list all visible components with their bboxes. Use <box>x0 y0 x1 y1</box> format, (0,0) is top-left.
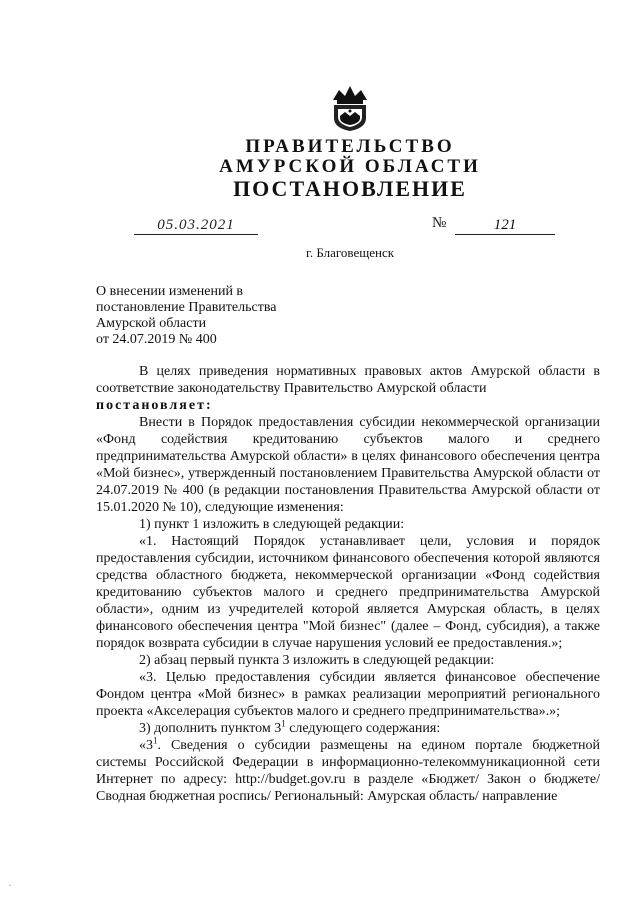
body-paragraph <box>96 737 600 805</box>
body-paragraph: В целях приведения нормативных правовых актов Амурской области в соответствие законодательству Правительство Амурской области <box>96 364 600 396</box>
number-sign: № <box>432 215 447 231</box>
document-number: 121 <box>455 217 555 235</box>
document-body <box>96 363 600 805</box>
text-span: 3) дополнить пунктом 3 <box>139 721 282 736</box>
body-paragraph: Внести в Порядок предоставления субсидии некоммерческой организации «Фонд содействия кредитованию субъектов малого и среднего предпринимательства Амурской области» в целях финансового обеспечения центра «Мой бизнес», утвержденный постановлением Правительства Амурской области от 24.07.2019 № 400 (в редакции постановления Правительства Амурской области от 15.01.2020 № 10), следующие изменения: <box>96 415 600 515</box>
document-date: 05.03.2021 <box>134 217 258 235</box>
corner-mark: · <box>8 878 12 892</box>
document-subject <box>96 284 276 348</box>
text-span: . Сведения о субсидии размещены на едином портале бюджетной системы Российской Федерации в информационно-телекоммуникационной сети Интернет по адресу: http://budget.gov.ru в разделе «Бюджет/ Закон о бюджете/ Сводная бюджетная роспись/ Региональный: Амурская область/ направление <box>96 738 600 804</box>
text-span: следующего содержания: <box>285 721 441 736</box>
subject-line: постановление Правительства <box>96 300 277 315</box>
subject-line: О внесении изменений в <box>96 284 244 299</box>
document-type: ПОСТАНОВЛЕНИЕ <box>233 176 467 201</box>
body-paragraph: «1. Настоящий Порядок устанавливает цели, условия и порядок предоставления субсидии, источником финансового обеспечения которой являются средства областного бюджета, некоммерческой организации «Фонд содействия кредитованию субъектов малого и среднего предпринимательства Амурской области», одним из учредителей которой является Амурская область, в целях финансового обеспечения центра "Мой бизнес" (далее – Фонд, субсидия), а также порядок возврата субсидии в случае нарушения условий ее предоставления.»; <box>96 534 600 651</box>
subject-line: от 24.07.2019 № 400 <box>96 332 217 347</box>
superscript: 1 <box>153 735 158 746</box>
resolves-heading <box>96 397 600 414</box>
subject-line: Амурской области <box>96 316 207 331</box>
city: г. Благовещенск <box>305 245 395 260</box>
region-title: АМУРСКОЙ ОБЛАСТИ <box>219 156 481 177</box>
body-paragraph <box>96 720 600 737</box>
body-paragraph: «3. Целью предоставления субсидии является финансовое обеспечение Фондом центра «Мой бизнес» в рамках реализации мероприятий регионального проекта «Акселерация субъектов малого и среднего предпринимательства».»; <box>96 670 600 719</box>
body-paragraph: 2) абзац первый пункта 3 изложить в следующей редакции: <box>139 653 495 668</box>
text-span: «3 <box>139 738 153 753</box>
resolves-word: постановляет: <box>96 398 213 413</box>
superscript: 1 <box>281 718 286 729</box>
government-title: ПРАВИТЕЛЬСТВО <box>245 136 455 157</box>
coat-of-arms-icon <box>329 82 371 132</box>
body-paragraph: 1) пункт 1 изложить в следующей редакции: <box>139 517 405 532</box>
